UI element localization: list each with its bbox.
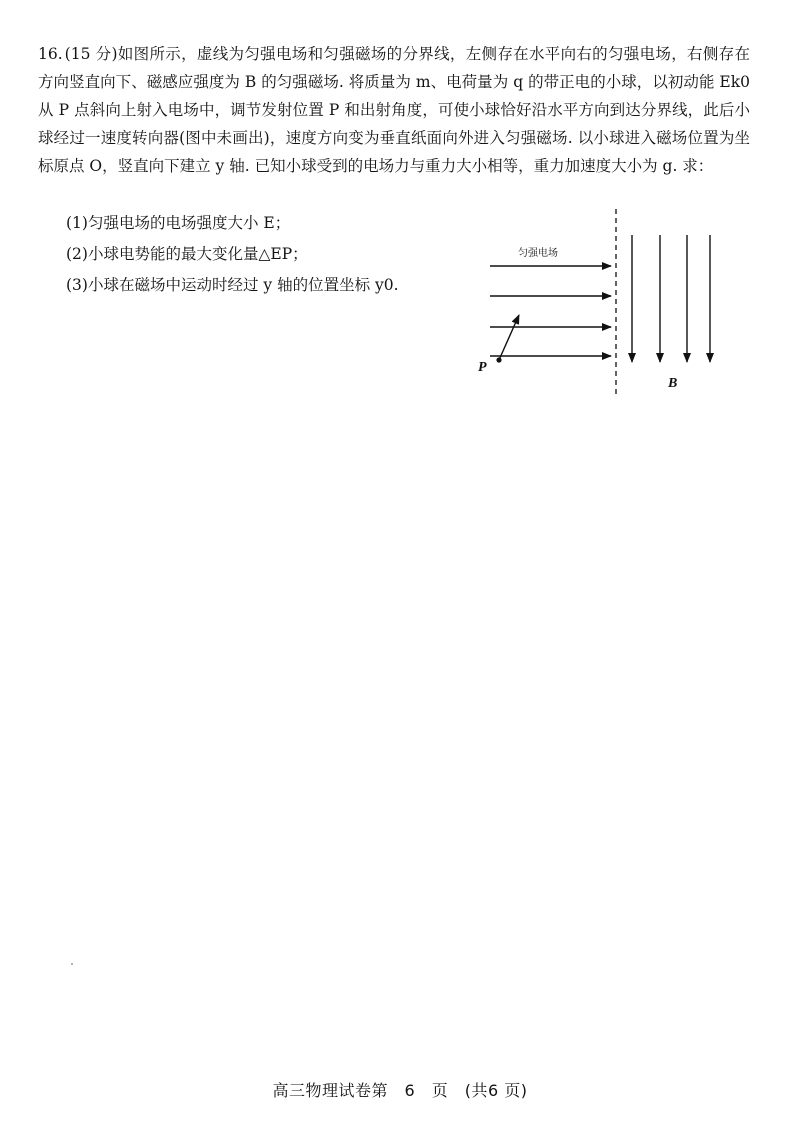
sub-question-3: (3)小球在磁场中运动时经过 y 轴的位置坐标 y0. [66,276,399,294]
initial-velocity-arrow [499,315,519,360]
sub-question-1: (1)匀强电场的电场强度大小 E； [66,214,291,232]
field-diagram-svg [470,205,750,405]
problem-stem: 如图所示，虚线为匀强电场和匀强磁场的分界线，左侧存在水平向右的匀强电场，右侧存在方向竖直向下、磁感应强度为 B 的匀强磁场. 将质量为 m、电荷量为 q 的带正电的小球，以初动能 Ek0 从 P 点斜向上射入电场中，调节发射位置 P 和出射角度，可使小球恰好沿水平方向到达分界线，此后小球经过一速度转向器(图中未画出)，速度方向变为垂直纸面向外进入匀强磁场. 以小球进入磁场位置为坐标原点 O，竖直向下建立 y 轴. 已知小球受到的电场力与重力大小相等，重力加速度大小为 g. 求： [38,45,750,175]
problem-number: 16. [38,45,63,63]
sub-question-list [66,208,446,301]
point-p-label: P [478,360,487,375]
electric-field-label: 匀强电场 [518,248,558,259]
field-diagram [470,205,750,405]
magnetic-field-b-label: B [668,376,678,391]
problem-points: (15 分) [64,45,118,63]
sub-question-2: (2)小球电势能的最大变化量△EP； [66,245,308,263]
scan-speck [71,963,73,965]
page-footer: 高三物理试卷第 6 页 (共6 页) [272,1081,528,1100]
problem-16 [38,40,750,180]
